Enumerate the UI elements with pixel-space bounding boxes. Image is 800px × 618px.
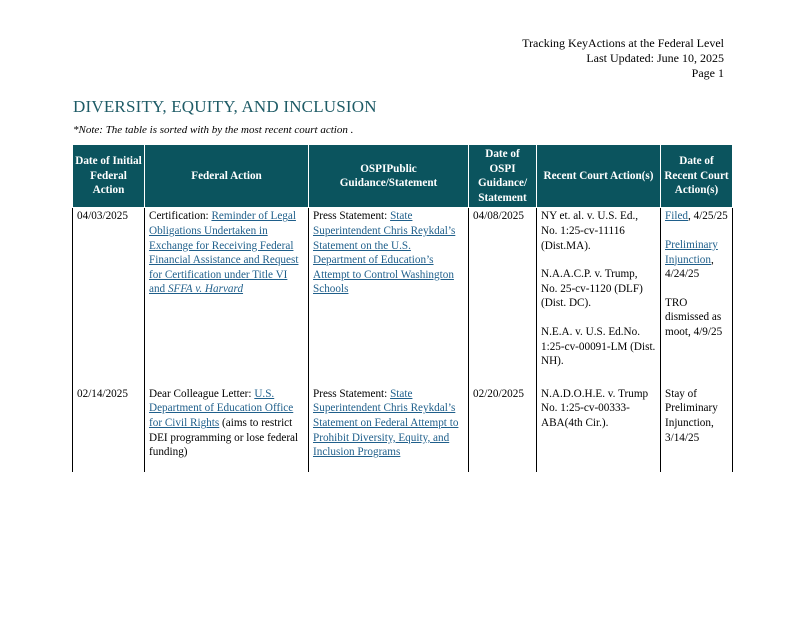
col-header-federal-action: Federal Action: [145, 145, 309, 208]
header-tracking-title: Tracking KeyActions at the Federal Level: [522, 36, 724, 50]
table-row: [73, 208, 733, 386]
cell-federal-action: [145, 386, 309, 472]
court-case-ny: NY et. al. v. U.S. Ed., No. 1:25-cv-11116 (Dist.MA).: [541, 210, 639, 252]
col-header-court-action: Recent Court Action(s): [537, 145, 661, 208]
sort-note: *Note: The table is sorted with by the most recent court action .: [73, 124, 354, 136]
court-date-ny-rest: , 4/25/25: [688, 210, 728, 223]
federal-action-link-italic: SFFA v. Harvard: [167, 283, 244, 296]
col-header-ospi-guidance: OSPIPublic Guidance/Statement: [309, 145, 469, 208]
cell-court-dates: [661, 386, 733, 472]
cell-federal-action: [145, 208, 309, 386]
ospi-statement-link[interactable]: State Superintendent Chris Reykdal’s Statement on the U.S. Department of Education’s Attempt to Control Washington Schools: [313, 210, 456, 296]
federal-action-link[interactable]: U.S. Department of Education Office for Civil Rights: [149, 387, 294, 430]
cell-ospi-statement: [309, 386, 469, 472]
federal-action-prefix: Dear Colleague Letter:: [149, 387, 255, 400]
cell-ospi-statement: [309, 208, 469, 386]
court-date-naacp-link[interactable]: Preliminary Injunction: [665, 238, 718, 266]
cell-court-actions: [537, 386, 661, 472]
cell-court-dates: [661, 208, 733, 386]
cell-date-ospi: 02/20/2025: [469, 386, 537, 472]
cell-date-initial: 02/14/2025: [73, 386, 145, 472]
ospi-statement-link[interactable]: State Superintendent Chris Reykdal’s Statement on Federal Attempt to Prohibit Diversity, Equity, and Inclusion Programs: [313, 387, 459, 459]
col-header-date-ospi: Date of OSPI Guidance/ Statement: [469, 145, 537, 208]
section-title: DIVERSITY, EQUITY, AND INCLUSION: [73, 97, 377, 116]
col-header-date-initial: Date of Initial Federal Action: [73, 145, 145, 208]
cell-date-ospi: 04/08/2025: [469, 208, 537, 386]
court-case-nadohe: N.A.D.O.H.E. v. Trump No. 1:25-cv-00333-ABA(4th Cir.).: [541, 387, 649, 430]
federal-action-suffix: (aims to restrict DEI programming or lose federal funding): [149, 417, 299, 459]
court-case-naacp: N.A.A.C.P. v. Trump, No. 25-cv-1120 (DLF) (Dist. DC).: [541, 268, 643, 310]
federal-action-link-text: Reminder of Legal Obligations Undertaken in Exchange for Receiving Federal Financial Assistance and Request for Certification under Title VI and: [149, 210, 299, 296]
court-date-naacp: [665, 238, 728, 282]
ospi-statement-prefix: Press Statement:: [313, 210, 391, 223]
federal-action-link[interactable]: [149, 210, 298, 295]
court-date-naacp-rest: , 4/24/25: [665, 253, 714, 281]
court-date-ny-link[interactable]: Filed: [665, 210, 688, 223]
header-last-updated: Last Updated: June 10, 2025: [586, 51, 724, 65]
cell-court-actions: [537, 208, 661, 386]
federal-action-prefix: Certification:: [149, 210, 212, 223]
federal-actions-table: [72, 144, 733, 472]
ospi-statement-prefix: Press Statement:: [313, 387, 391, 400]
table-header-row: [73, 145, 733, 208]
court-date-nadohe: Stay of Preliminary Injunction, 3/14/25: [665, 387, 718, 444]
court-date-nea: TRO dismissed as moot, 4/9/25: [665, 296, 723, 338]
table-row: [73, 386, 733, 472]
court-case-nea: N.E.A. v. U.S. Ed.No. 1:25-cv-00091-LM (Dist. NH).: [541, 325, 656, 368]
col-header-date-court: Date of Recent Court Action(s): [661, 145, 733, 208]
header-page-number: Page 1: [691, 66, 724, 80]
court-date-ny: [665, 209, 728, 224]
cell-date-initial: 04/03/2025: [73, 208, 145, 386]
document-header: [522, 36, 724, 81]
